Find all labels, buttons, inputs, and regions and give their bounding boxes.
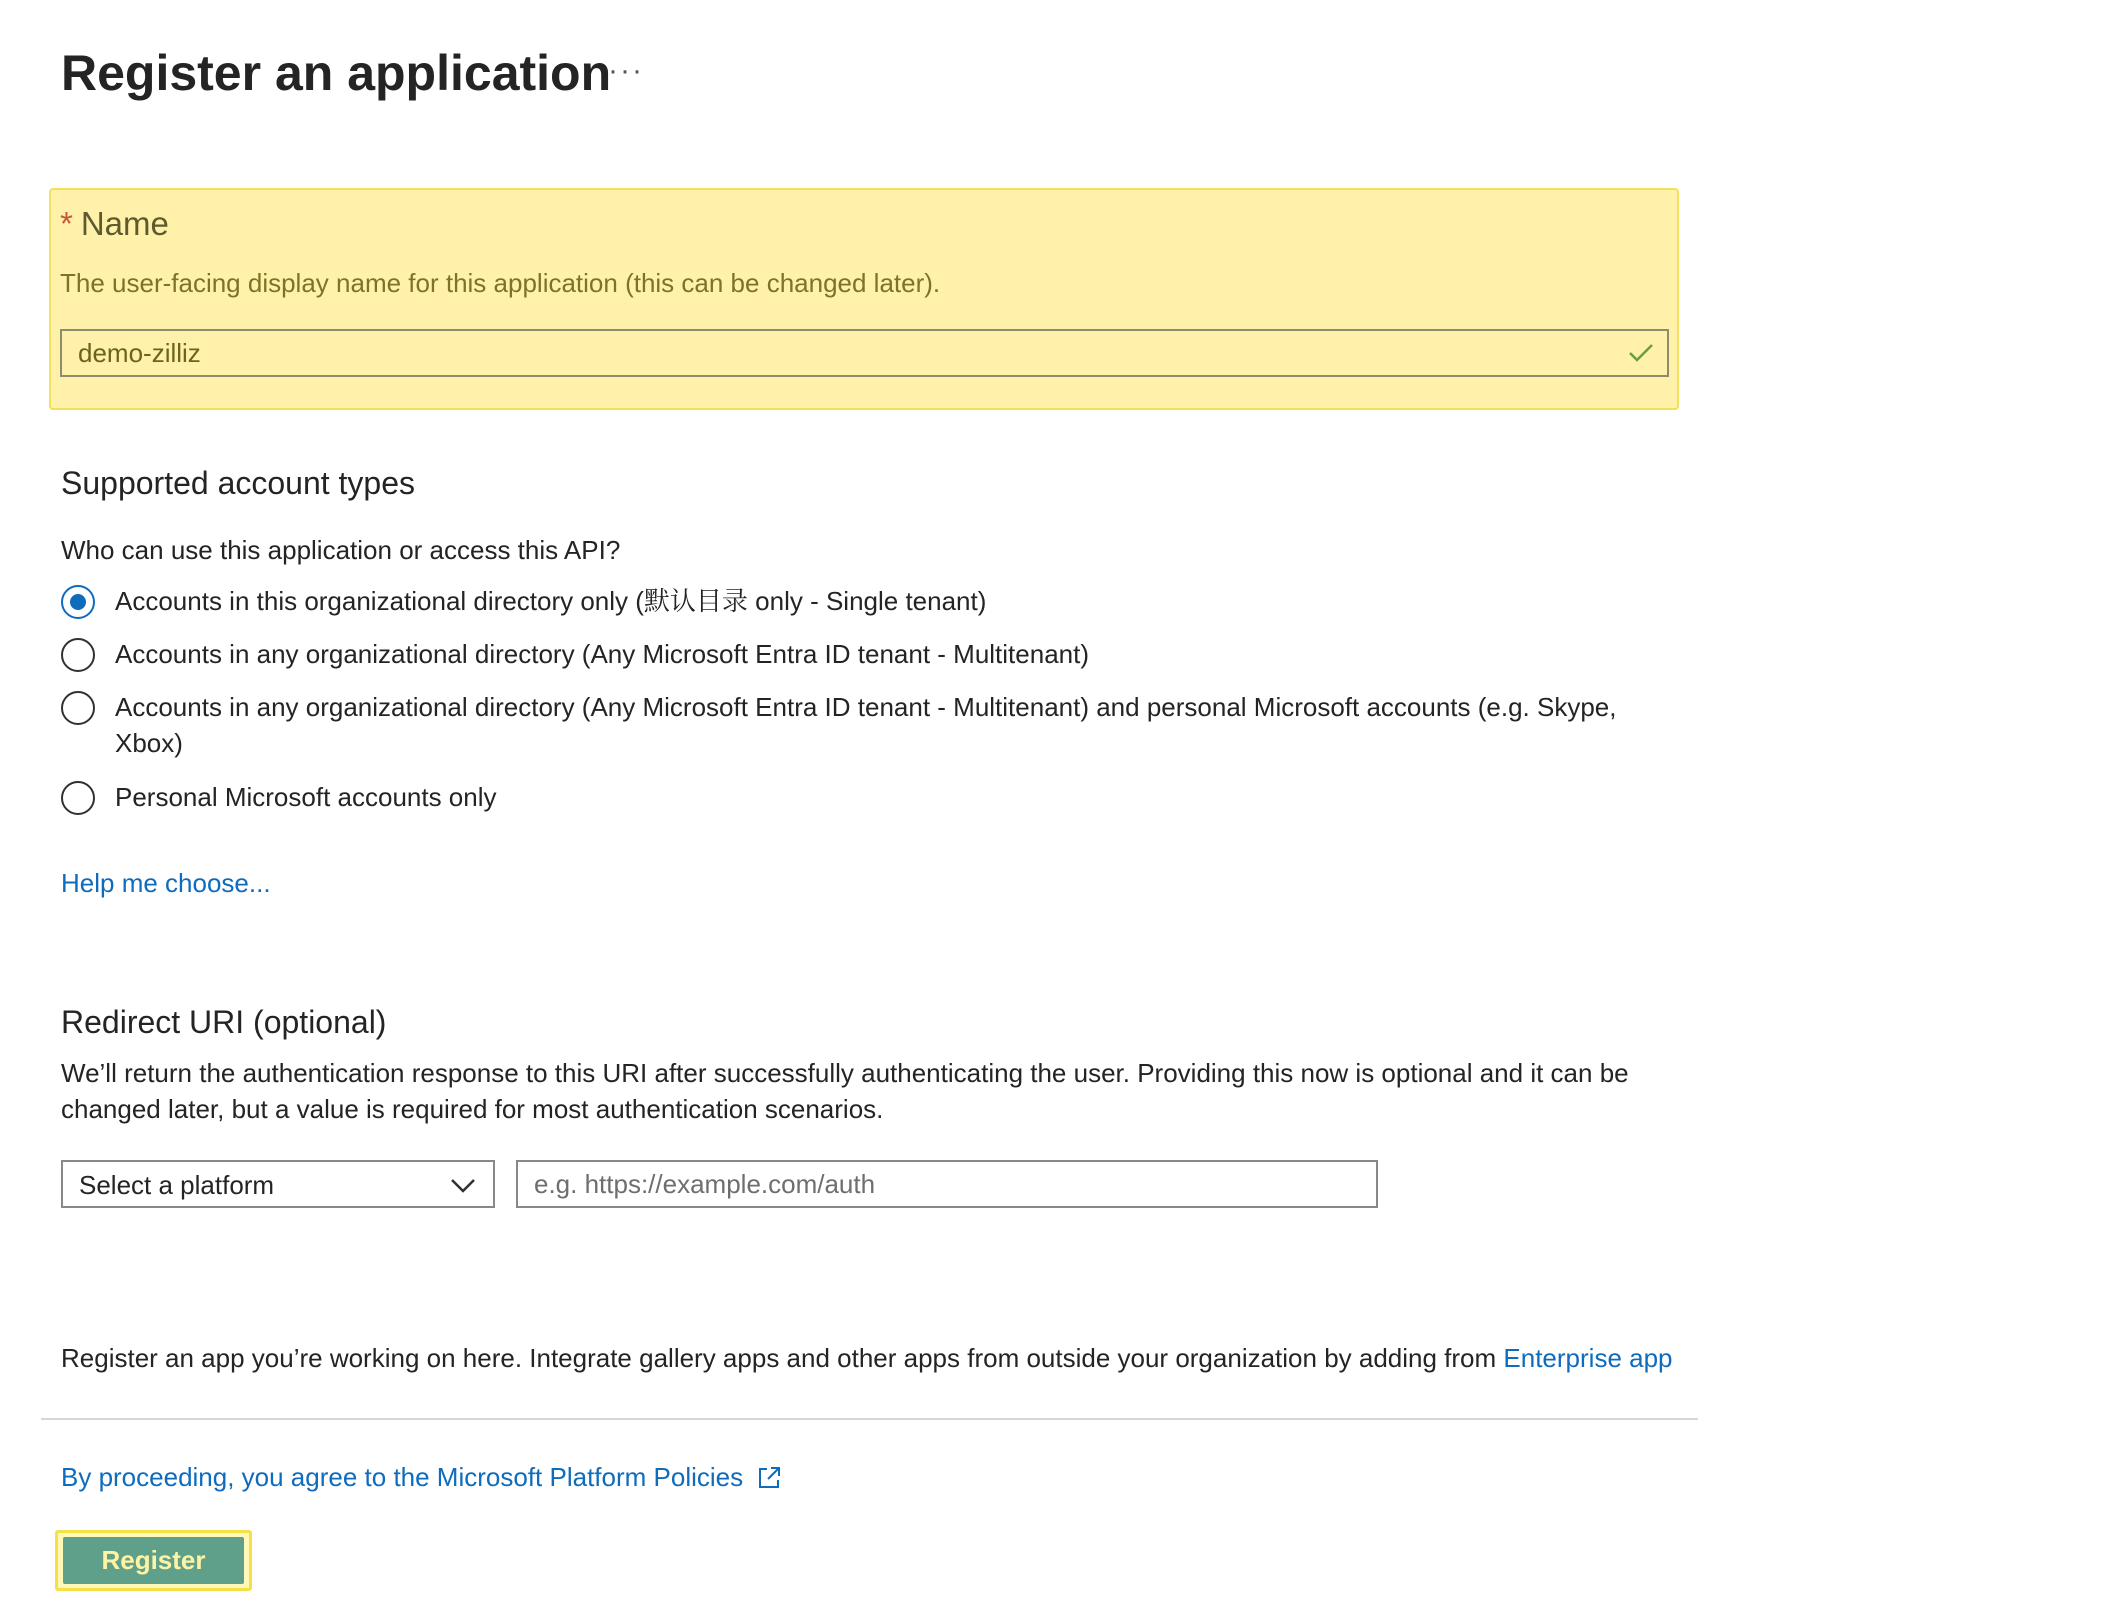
radio-button[interactable] [61, 691, 95, 725]
radio-option-multitenant-personal[interactable] [61, 689, 1661, 761]
account-types-question: Who can use this application or access this API? [61, 535, 621, 565]
footer-text-body: Register an app you’re working on here. Integrate gallery apps and other apps from outside your organization by adding from [61, 1343, 1504, 1373]
radio-button[interactable] [61, 638, 95, 672]
external-link-icon [755, 1464, 783, 1492]
radio-label: Accounts in any organizational directory (Any Microsoft Entra ID tenant - Multitenant) [115, 639, 1089, 669]
register-button[interactable]: Register [63, 1537, 244, 1584]
radio-button[interactable] [61, 781, 95, 815]
name-label [60, 205, 169, 243]
platform-select[interactable] [61, 1160, 495, 1208]
name-input-wrapper [60, 329, 1669, 377]
name-label-text: Name [80, 205, 169, 242]
radio-option-personal-only[interactable] [61, 779, 497, 815]
radio-option-multitenant[interactable] [61, 636, 1089, 672]
footer-text [61, 1343, 1673, 1374]
account-types-heading: Supported account types [61, 465, 416, 501]
name-input[interactable] [78, 331, 1598, 375]
platform-select-value: Select a platform [79, 1170, 275, 1200]
radio-label: Accounts in any organizational directory (Any Microsoft Entra ID tenant - Multitenant) and personal Microsoft accounts (e.g. Skype, Xbox) [115, 692, 1617, 758]
page-title: Register an application [61, 45, 612, 101]
radio-option-single-tenant[interactable] [61, 583, 986, 619]
required-mark: * [60, 205, 73, 242]
chevron-down-icon [449, 1174, 477, 1196]
platform-policies-link-text: By proceeding, you agree to the Microsoft Platform Policies [61, 1462, 744, 1492]
divider [41, 1418, 1698, 1420]
radio-button[interactable] [61, 585, 95, 619]
checkmark-icon [1627, 341, 1655, 365]
register-button-highlight [55, 1530, 252, 1591]
redirect-uri-input[interactable] [516, 1160, 1378, 1208]
help-me-choose-link[interactable]: Help me choose... [61, 868, 271, 898]
enterprise-app-link[interactable]: Enterprise app [1503, 1343, 1673, 1373]
redirect-uri-heading: Redirect URI (optional) [61, 1004, 387, 1040]
more-options-button[interactable]: ··· [608, 54, 644, 87]
platform-policies-link[interactable] [61, 1462, 783, 1493]
redirect-uri-description: We’ll return the authentication response to this URI after successfully authenticating the user. Providing this now is optional and it can be changed later, but a value is required for most authentication scenarios. [61, 1058, 1629, 1124]
radio-label: Accounts in this organizational directory only (默认目录 only - Single tenant) [115, 586, 987, 616]
name-description: The user-facing display name for this application (this can be changed later). [60, 268, 941, 298]
radio-label: Personal Microsoft accounts only [115, 782, 497, 812]
